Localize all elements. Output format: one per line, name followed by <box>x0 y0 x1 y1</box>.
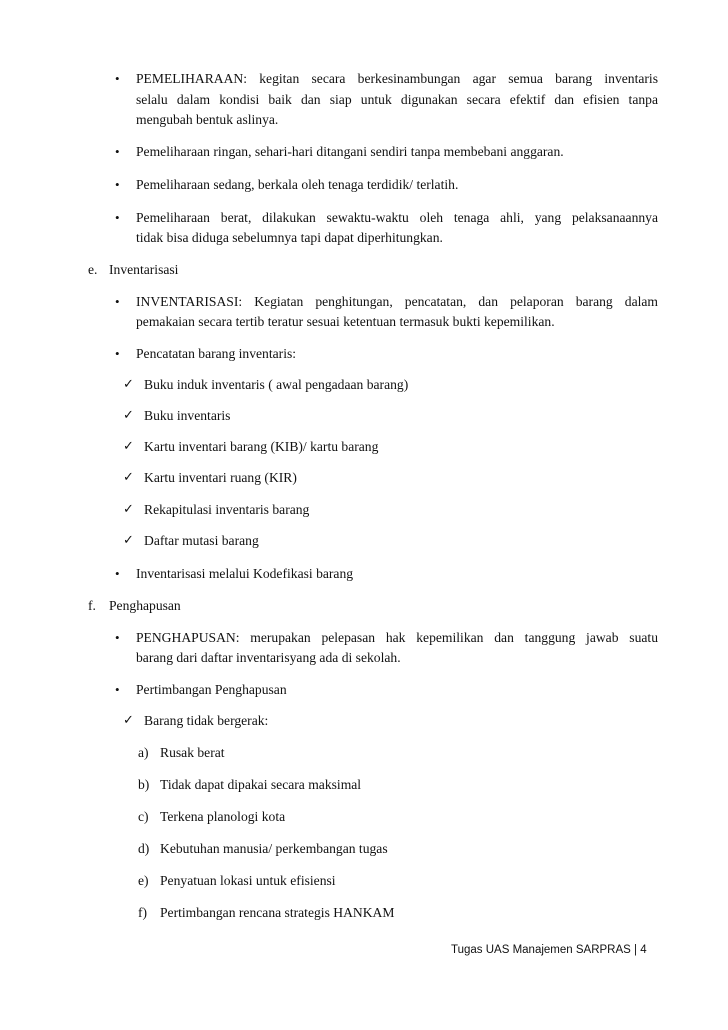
bullet-icon: • <box>115 210 120 225</box>
pertimbangan-penghapusan: Pertimbangan Penghapusan <box>136 682 287 697</box>
subitem-marker: e) <box>138 873 149 888</box>
subitem-marker: b) <box>138 777 150 792</box>
checkmark-icon: ✓ <box>123 377 134 392</box>
penghapusan-line-2: barang dari daftar inventarisyang ada di sekolah. <box>136 650 401 665</box>
pencatatan-barang: Pencatatan barang inventaris: <box>136 346 297 361</box>
subitem-text: Tidak dapat dipakai secara maksimal <box>160 777 362 792</box>
inventarisasi-line-2: pemakaian secara tertib teratur sesuai ketentuan termasuk bukti kepemilikan. <box>136 314 555 329</box>
pemeliharaan-berat-line-2: tidak bisa diduga sebelumnya tapi dapat diperhitungkan. <box>136 230 443 245</box>
subitem-text: Pertimbangan rencana strategis HANKAM <box>160 905 395 920</box>
pemeliharaan-line-2: selalu dalam kondisi baik dan siap untuk digunakan secara efektif dan efisien tanpa <box>136 92 658 107</box>
check-item-barang-tidak-bergerak: Barang tidak bergerak: <box>144 713 269 728</box>
section-e-title: Inventarisasi <box>109 262 179 277</box>
checkmark-icon: ✓ <box>123 713 134 728</box>
checkmark-icon: ✓ <box>123 470 134 485</box>
subitem-marker: d) <box>138 841 150 856</box>
subitem-marker: f) <box>138 905 148 920</box>
pemeliharaan-berat-line-1: Pemeliharaan berat, dilakukan sewaktu-waktu oleh tenaga ahli, yang pelaksanaannya <box>136 210 658 225</box>
check-item-kib: Kartu inventari barang (KIB)/ kartu barang <box>144 439 379 454</box>
checkmark-icon: ✓ <box>123 533 134 548</box>
bullet-icon: • <box>115 144 120 159</box>
section-f-title: Penghapusan <box>109 598 181 613</box>
bullet-icon: • <box>115 294 120 309</box>
bullet-icon: • <box>115 630 120 645</box>
subitem-marker: a) <box>138 745 149 760</box>
subitem-marker: c) <box>138 809 149 824</box>
check-item-buku-induk: Buku induk inventaris ( awal pengadaan barang) <box>144 377 409 392</box>
pemeliharaan-line-3: mengubah bentuk aslinya. <box>136 112 279 127</box>
section-e-marker: e. <box>88 262 98 277</box>
page-footer: Tugas UAS Manajemen SARPRAS | 4 <box>451 944 647 956</box>
bullet-icon: • <box>115 177 120 192</box>
checkmark-icon: ✓ <box>123 502 134 517</box>
subitem-text: Kebutuhan manusia/ perkembangan tugas <box>160 841 388 856</box>
bullet-icon: • <box>115 682 120 697</box>
subitem-text: Rusak berat <box>160 745 225 760</box>
check-item-buku-inventaris: Buku inventaris <box>144 408 231 423</box>
check-item-kir: Kartu inventari ruang (KIR) <box>144 470 297 485</box>
check-item-mutasi: Daftar mutasi barang <box>144 533 259 548</box>
bullet-icon: • <box>115 346 120 361</box>
pemeliharaan-sedang: Pemeliharaan sedang, berkala oleh tenaga terdidik/ terlatih. <box>136 177 459 192</box>
section-f-marker: f. <box>88 598 96 613</box>
pemeliharaan-ringan: Pemeliharaan ringan, sehari-hari ditangani sendiri tanpa membebani anggaran. <box>136 144 564 159</box>
checkmark-icon: ✓ <box>123 408 134 423</box>
bullet-icon: • <box>115 71 120 86</box>
penghapusan-line-1: PENGHAPUSAN: merupakan pelepasan hak kepemilikan dan tanggung jawab suatu <box>136 630 658 645</box>
subitem-text: Terkena planologi kota <box>160 809 286 824</box>
inventarisasi-line-1: INVENTARISASI: Kegiatan penghitungan, pencatatan, dan pelaporan barang dalam <box>136 294 658 309</box>
bullet-icon: • <box>115 566 120 581</box>
checkmark-icon: ✓ <box>123 439 134 454</box>
check-item-rekapitulasi: Rekapitulasi inventaris barang <box>144 502 310 517</box>
subitem-text: Penyatuan lokasi untuk efisiensi <box>160 873 336 888</box>
kodefikasi-barang: Inventarisasi melalui Kodefikasi barang <box>136 566 354 581</box>
pemeliharaan-line-1: PEMELIHARAAN: kegitan secara berkesinambungan agar semua barang inventaris <box>136 71 658 86</box>
